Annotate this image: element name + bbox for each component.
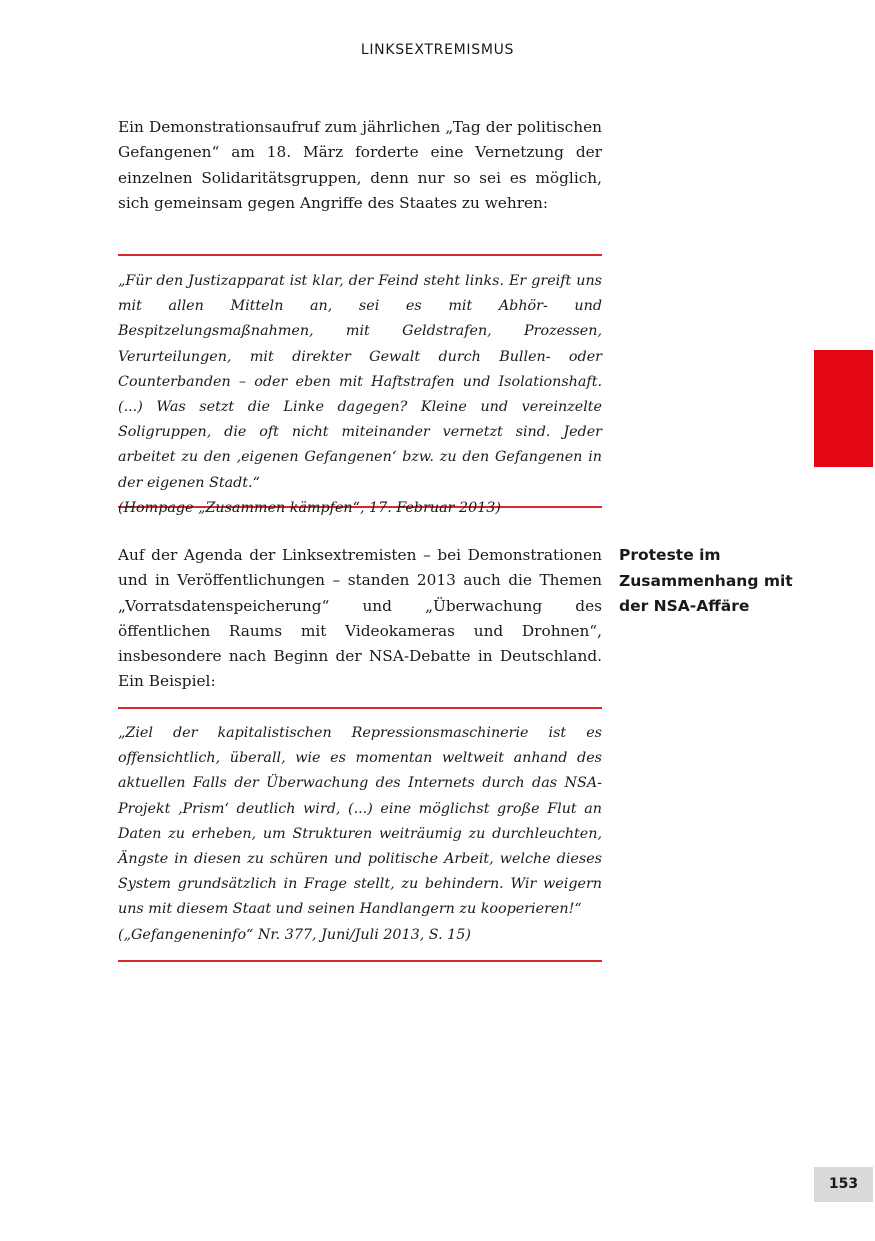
running-head: LINKSEXTREMISMUS [360, 42, 515, 58]
quote-1-text: „Für den Justizapparat ist klar, der Feind steht links. Er greift uns mit allen Mitteln an, sei es mit Abhör- und Bespitzelungsmaßnahmen, mit Geldstrafen, Prozessen, Verurteilungen, mit direkter Gewalt durch Bullen- oder Counterbanden – oder eben mit Haftstrafen und Isolationshaft. (...) Was setzt die Linke dagegen? Kleine und vereinzelte Soligruppen, die oft nicht miteinander vernetzt sind. Jeder arbeitet zu den ‚eigenen Gefangenen‘ bzw. zu den Gefangenen in der eigenen Stadt.“ [118, 273, 602, 491]
quote-1-source: (Hompage „Zusammen kämpfen“, 17. Februar 2013) [118, 499, 501, 516]
margin-note-heading: Proteste im Zusammenhang mit der NSA-Affäre [619, 546, 793, 615]
quote-block-2 [118, 707, 602, 962]
body-paragraph-2: Auf der Agenda der Linksextremisten – bei Demonstrationen und in Veröffentlichungen – standen 2013 auch die Themen „Vorratsdatenspeicherung“ und „Überwachung des öffentlichen Raums mit Videokameras und Drohnen“, insbesondere nach Beginn der NSA-Debatte in Deutschland. Ein Beispiel: [118, 546, 602, 691]
page-number: 153 [814, 1167, 873, 1202]
quote-block-1 [118, 254, 602, 516]
quote-2-text: „Ziel der kapitalistischen Repressionsmaschinerie ist es offensichtlich, überall, wie es momentan weltweit anhand des aktuellen Falls der Überwachung des Internets durch das NSA-Projekt ‚Prism‘ deutlich wird, (...) eine möglichst große Flut an Daten zu erheben, um Strukturen weiträumig zu durchleuchten, Ängste in diesen zu schüren und politische Arbeit, welche dieses System grundsätzlich in Frage stellt, zu behindern. Wir weigern uns mit diesem Staat und seinen Handlangern zu kooperieren!“ [118, 725, 602, 918]
chapter-thumb-tab [814, 350, 873, 467]
body-paragraph-1: Ein Demonstrationsaufruf zum jährlichen „Tag der politischen Gefangenen“ am 18. März forderte eine Vernetzung der einzelnen Solidaritätsgruppen, denn nur so sei es möglich, sich gemeinsam gegen Angriffe des Staates zu wehren: [118, 118, 602, 212]
quote-2-source: („Gefangeneninfo“ Nr. 377, Juni/Juli 2013, S. 15) [118, 926, 471, 943]
